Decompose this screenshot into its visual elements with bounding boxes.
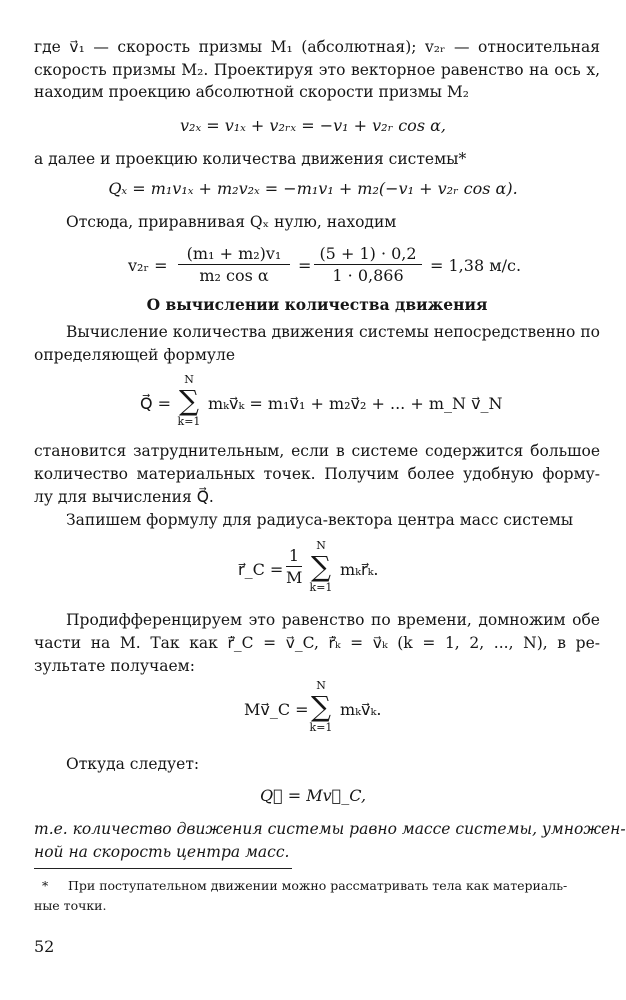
formula-lhs: Mv⃗_C =: [244, 700, 309, 719]
sum-lower-limit: k=1: [177, 415, 201, 428]
fraction-numerator: (m₁ + m₂)v₁: [186, 244, 282, 263]
sum-upper-limit: N: [184, 373, 194, 386]
text-line: где v⃗₁ — скорость призмы M₁ (абсолютная); v₂ᵣ — относительная: [34, 38, 600, 56]
formula-text: v₂ₓ = v₁ₓ + v₂ᵣₓ = −v₁ + v₂ᵣ cos α,: [180, 116, 446, 135]
formula-q-sum: [140, 374, 560, 436]
formula-rhs: mₖv⃗ₖ.: [340, 700, 382, 719]
formula-lhs: r⃗_C =: [238, 560, 284, 579]
text-line: зультате получаем:: [34, 657, 195, 675]
text-line: становится затруднительным, если в системе содержится большое: [34, 442, 600, 460]
text-line: количество материальных точек. Получим более удобную форму-: [34, 465, 600, 483]
formula-lhs: v₂ᵣ =: [128, 256, 168, 275]
sum-sign: ∑: [311, 550, 331, 583]
fraction-numerator: (5 + 1) · 0,2: [319, 244, 417, 263]
sum-lower-limit: k=1: [309, 581, 333, 594]
fraction-denominator: 1 · 0,866: [332, 266, 404, 285]
formula-rhs: mₖv⃗ₖ = m₁v⃗₁ + m₂v⃗₂ + ... + m_N v⃗_N: [208, 394, 503, 413]
formula-mvc: [244, 680, 444, 742]
text-line: а далее и проекцию количества движения системы*: [34, 150, 467, 168]
section-heading: О вычислении количества движения: [146, 295, 488, 314]
footnote-mark: *: [42, 878, 49, 893]
formula-qx: [0, 177, 626, 201]
formula-text: Q⃗ = Mv⃗_C,: [259, 786, 367, 805]
text-line: скорость призмы M₂. Проектируя это векторное равенство на ось x,: [34, 61, 600, 79]
formula-rc: [238, 540, 438, 602]
text-line: части на M. Так как r⃗̇_C = v⃗_C, r⃗̇ₖ = v⃗ₖ (k = 1, 2, ..., N), в ре-: [34, 634, 600, 652]
sum-sign: ∑: [311, 690, 331, 723]
formula-result: = 1,38 м/с.: [430, 256, 522, 275]
fraction-denominator: m₂ cos α: [199, 266, 269, 285]
footnote: [34, 876, 600, 895]
formula-text: Qₓ = m₁v₁ₓ + m₂v₂ₓ = −m₁v₁ + m₂(−v₁ + v₂ᵣ cos α).: [108, 179, 518, 198]
text-line: т.е. количество движения системы равно массе системы, умножен-: [34, 820, 626, 838]
text-line: находим проекцию абсолютной скорости призмы M₂: [34, 83, 469, 101]
formula-v2x: [0, 114, 626, 138]
equals-sign: =: [298, 256, 312, 275]
text-line: Откуда следует:: [66, 755, 200, 773]
sum-lower-limit: k=1: [309, 721, 333, 734]
footnote-line: При поступательном движении можно рассматривать тела как материаль-: [67, 878, 568, 893]
footnote-rule: [34, 868, 292, 869]
text-line: лу для вычисления Q⃗.: [34, 488, 214, 506]
text-line: Отсюда, приравнивая Qₓ нулю, находим: [66, 213, 397, 231]
sum-upper-limit: N: [316, 679, 326, 692]
text-line: Вычисление количества движения системы непосредственно по: [66, 323, 600, 341]
formula-q-mvc: [0, 784, 626, 808]
formula-v2r: [128, 244, 528, 288]
formula-lhs: Q⃗ =: [140, 394, 172, 413]
fraction-numerator: 1: [288, 546, 300, 565]
formula-rhs: mₖr⃗ₖ.: [340, 560, 379, 579]
text-line: Запишем формулу для радиуса-вектора центра масс системы: [66, 511, 574, 529]
page-number: 52: [34, 937, 55, 956]
sum-upper-limit: N: [316, 539, 326, 552]
text-line: Продифференцируем это равенство по времени, домножим обе: [66, 611, 600, 629]
footnote-line: ные точки.: [34, 898, 107, 913]
fraction-denominator: M: [286, 568, 303, 587]
text-line: определяющей формуле: [34, 346, 236, 364]
text-line: ной на скорость центра масс.: [34, 843, 290, 861]
sum-sign: ∑: [179, 384, 199, 417]
